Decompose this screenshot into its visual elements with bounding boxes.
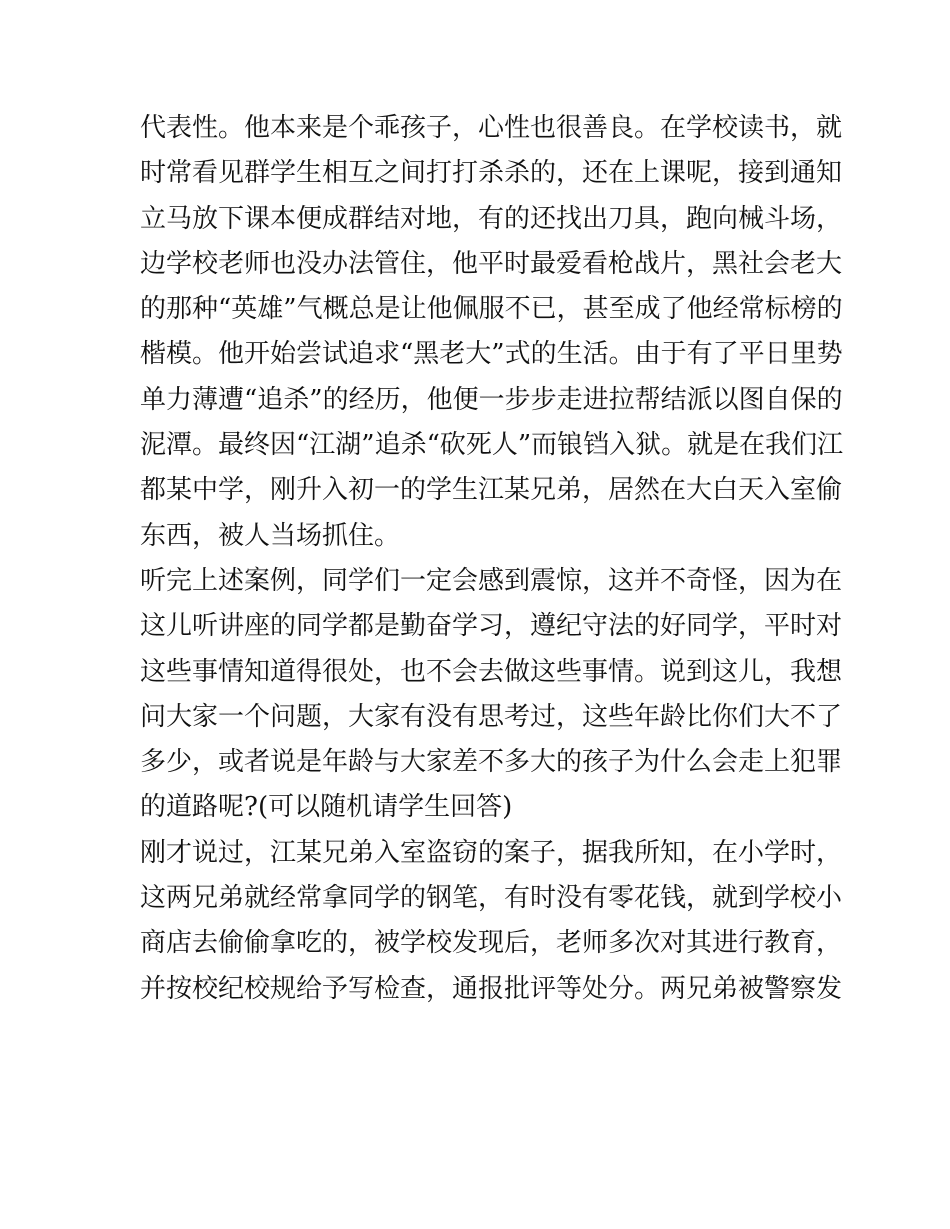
text-line: 泥潭。最终因“江湖”追杀“砍死人”而锒铛入狱。就是在我们江 (140, 430, 844, 461)
text-line: 楷模。他开始尝试追求“黑老大”式的生活。由于有了平日里势 (140, 339, 843, 370)
text-line: 的道路呢?(可以随机请学生回答) (140, 792, 513, 823)
text-line: 听完上述案例，同学们一定会感到震惊，这并不奇怪，因为在 (140, 565, 843, 596)
text-line: 边学校老师也没办法管住，他平时最爱看枪战片，黑社会老大 (140, 248, 843, 279)
text-line: 时常看见群学生相互之间打打杀杀的，还在上课呢，接到通知 (140, 158, 843, 189)
text-line: 这儿听讲座的同学都是勤奋学习，遵纪守法的好同学，平时对 (140, 611, 843, 642)
text-line: 代表性。他本来是个乖孩子，心性也很善良。在学校读书，就 (140, 113, 843, 143)
text-line: 多少，或者说是年龄与大家差不多大的孩子为什么会走上犯罪 (140, 747, 843, 778)
text-line: 都某中学，刚升入初一的学生江某兄弟，居然在大白天入室偷 (140, 475, 843, 506)
text-line: 这两兄弟就经常拿同学的钢笔，有时没有零花钱，就到学校小 (140, 883, 843, 914)
text-line: 刚才说过，江某兄弟入室盗窃的案子，据我所知，在小学时， (140, 837, 843, 868)
text-line: 商店去偷偷拿吃的，被学校发现后，老师多次对其进行教育， (140, 928, 843, 959)
text-line: 这些事情知道得很处，也不会去做这些事情。说到这儿，我想 (140, 656, 843, 687)
text-line: 立马放下课本便成群结对地，有的还找出刀具，跑向械斗场， (140, 203, 843, 234)
text-line: 单力薄遭“追杀”的经历，他便一步步走进拉帮结派以图自保的 (140, 384, 843, 415)
text-line: 的那种“英雄”气概总是让他佩服不已，甚至成了他经常标榜的 (140, 294, 843, 325)
text-line: 问大家一个问题，大家有没有思考过，这些年龄比你们大不了 (140, 701, 843, 732)
body-text (140, 106, 844, 1012)
text-line: 东西，被人当场抓住。 (140, 520, 401, 551)
text-line: 并按校纪校规给予写检查，通报批评等处分。两兄弟被警察发 (140, 973, 843, 1004)
